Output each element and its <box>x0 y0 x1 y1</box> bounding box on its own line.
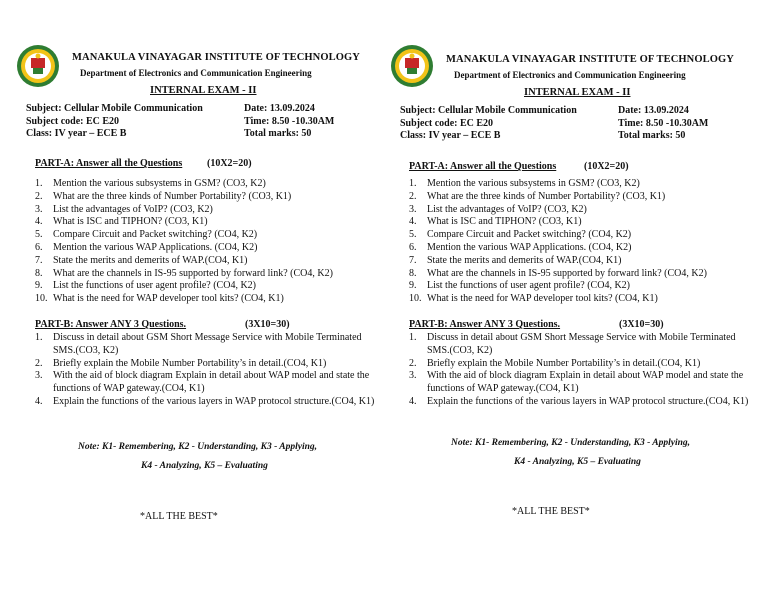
closing-message: *ALL THE BEST* <box>140 511 218 522</box>
question-item: 9. List the functions of user agent profile? (CO4, K2) <box>35 280 257 292</box>
part-b-question-list <box>35 332 375 409</box>
note-line-2: K4 - Analyzing, K5 – Evaluating <box>514 457 641 467</box>
closing-message: *ALL THE BEST* <box>512 506 590 517</box>
part-b-question-list <box>409 332 749 409</box>
part-b-marks: (3X10=30) <box>245 319 290 330</box>
note-line-1: Note: K1- Remembering, K2 - Understanding, K3 - Applying, <box>451 438 691 448</box>
part-b-heading <box>35 319 290 330</box>
note-line-2: K4 - Analyzing, K5 – Evaluating <box>141 461 268 471</box>
institute-name: MANAKULA VINAYAGAR INSTITUTE OF TECHNOLOGY <box>72 52 360 63</box>
subject-line: Subject: Cellular Mobile Communication <box>26 103 203 114</box>
part-a-heading <box>409 161 629 172</box>
exam-meta-right <box>244 103 334 141</box>
question-item: 4. What is ISC and TIPHON? (CO3, K1) <box>409 216 582 228</box>
question-item: 8. What are the channels in IS-95 supported by forward link? (CO4, K2) <box>409 267 707 279</box>
part-a-marks: (10X2=20) <box>207 158 252 169</box>
subject-line: Subject: Cellular Mobile Communication <box>400 105 577 116</box>
question-item: 6. Mention the various WAP Applications. (CO4, K2) <box>35 241 258 253</box>
question-item: 2. Briefly explain the Mobile Number Portability’s in detail.(CO4, K1) <box>35 357 327 369</box>
question-item: 5. Compare Circuit and Packet switching? (CO4, K2) <box>35 229 258 241</box>
question-item: 1. Mention the various subsystems in GSM? (CO3, K2) <box>409 178 640 189</box>
note-line-1: Note: K1- Remembering, K2 - Understanding, K3 - Applying, <box>78 442 318 452</box>
class-line: Class: IV year – ECE B <box>400 130 501 141</box>
question-item: 4. What is ISC and TIPHON? (CO3, K1) <box>35 216 208 228</box>
part-b-heading <box>409 319 664 330</box>
question-item: 4. Explain the functions of the various layers in WAP protocol structure.(CO4, K1) <box>409 395 749 407</box>
question-item: 1. Mention the various subsystems in GSM? (CO3, K2) <box>35 178 266 189</box>
exam-title: INTERNAL EXAM - II <box>150 85 257 96</box>
time-line: Time: 8.50 -10.30AM <box>618 117 709 129</box>
exam-meta-left <box>400 105 577 143</box>
part-a-marks: (10X2=20) <box>584 161 629 172</box>
question-item: 1. Discuss in detail about GSM Short Message Service with Mobile Terminated SMS.(CO3, K2) <box>35 332 362 356</box>
subject-code-line: Subject code: EC E20 <box>400 117 494 129</box>
subject-code-line: Subject code: EC E20 <box>26 115 120 127</box>
part-a-title: PART-A: Answer all the Questions <box>409 161 557 172</box>
part-b-title: PART-B: Answer ANY 3 Questions. <box>35 319 187 330</box>
date-line: Date: 13.09.2024 <box>244 103 315 114</box>
question-item: 8. What are the channels in IS-95 supported by forward link? (CO4, K2) <box>35 267 333 279</box>
question-item: 2. Briefly explain the Mobile Number Portability’s in detail.(CO4, K1) <box>409 357 701 369</box>
question-item: 7. State the merits and demerits of WAP.(CO4, K1) <box>35 254 248 266</box>
department-name: Department of Electronics and Communication Engineering <box>454 70 686 80</box>
institute-name: MANAKULA VINAYAGAR INSTITUTE OF TECHNOLOGY <box>446 54 734 65</box>
exam-meta-right <box>618 105 708 143</box>
part-a-title: PART-A: Answer all the Questions <box>35 158 183 169</box>
exam-meta-left <box>26 103 203 141</box>
question-item: 2. What are the three kinds of Number Portability? (CO3, K1) <box>35 190 292 202</box>
part-a-question-list <box>409 178 749 306</box>
question-item: 3. List the advantages of VoIP? (CO3, K2) <box>409 203 587 215</box>
department-name: Department of Electronics and Communication Engineering <box>80 68 312 78</box>
part-a-question-list <box>35 178 375 306</box>
time-line: Time: 8.50 -10.30AM <box>244 115 335 127</box>
question-item: 5. Compare Circuit and Packet switching? (CO4, K2) <box>409 229 632 241</box>
question-item: 3. With the aid of block diagram Explain in detail about WAP model and state the functions of WAP gateway.(CO4, K1) <box>35 370 370 395</box>
exam-title: INTERNAL EXAM - II <box>524 87 631 98</box>
institute-emblem-icon <box>16 44 60 88</box>
total-marks-line: Total marks: 50 <box>618 130 686 141</box>
part-a-heading <box>35 158 252 169</box>
exam-sheet-left <box>10 0 382 594</box>
question-item: 3. List the advantages of VoIP? (CO3, K2) <box>35 203 213 215</box>
question-item: 3. With the aid of block diagram Explain in detail about WAP model and state the functions of WAP gateway.(CO4, K1) <box>409 370 744 395</box>
question-item: 6. Mention the various WAP Applications. (CO4, K2) <box>409 241 632 253</box>
part-b-title: PART-B: Answer ANY 3 Questions. <box>409 319 561 330</box>
institute-emblem-icon <box>390 44 434 88</box>
question-item: 2. What are the three kinds of Number Portability? (CO3, K1) <box>409 190 666 202</box>
question-item: 10. What is the need for WAP developer tool kits? (CO4, K1) <box>35 293 284 305</box>
question-item: 1. Discuss in detail about GSM Short Message Service with Mobile Terminated SMS.(CO3, K2) <box>409 332 736 356</box>
part-b-marks: (3X10=30) <box>619 319 664 330</box>
question-item: 4. Explain the functions of the various layers in WAP protocol structure.(CO4, K1) <box>35 395 375 407</box>
date-line: Date: 13.09.2024 <box>618 105 689 116</box>
total-marks-line: Total marks: 50 <box>244 128 312 139</box>
class-line: Class: IV year – ECE B <box>26 128 127 139</box>
question-item: 7. State the merits and demerits of WAP.(CO4, K1) <box>409 254 622 266</box>
question-item: 10. What is the need for WAP developer tool kits? (CO4, K1) <box>409 293 658 305</box>
exam-sheet-right <box>384 0 756 594</box>
question-item: 9. List the functions of user agent profile? (CO4, K2) <box>409 280 631 292</box>
